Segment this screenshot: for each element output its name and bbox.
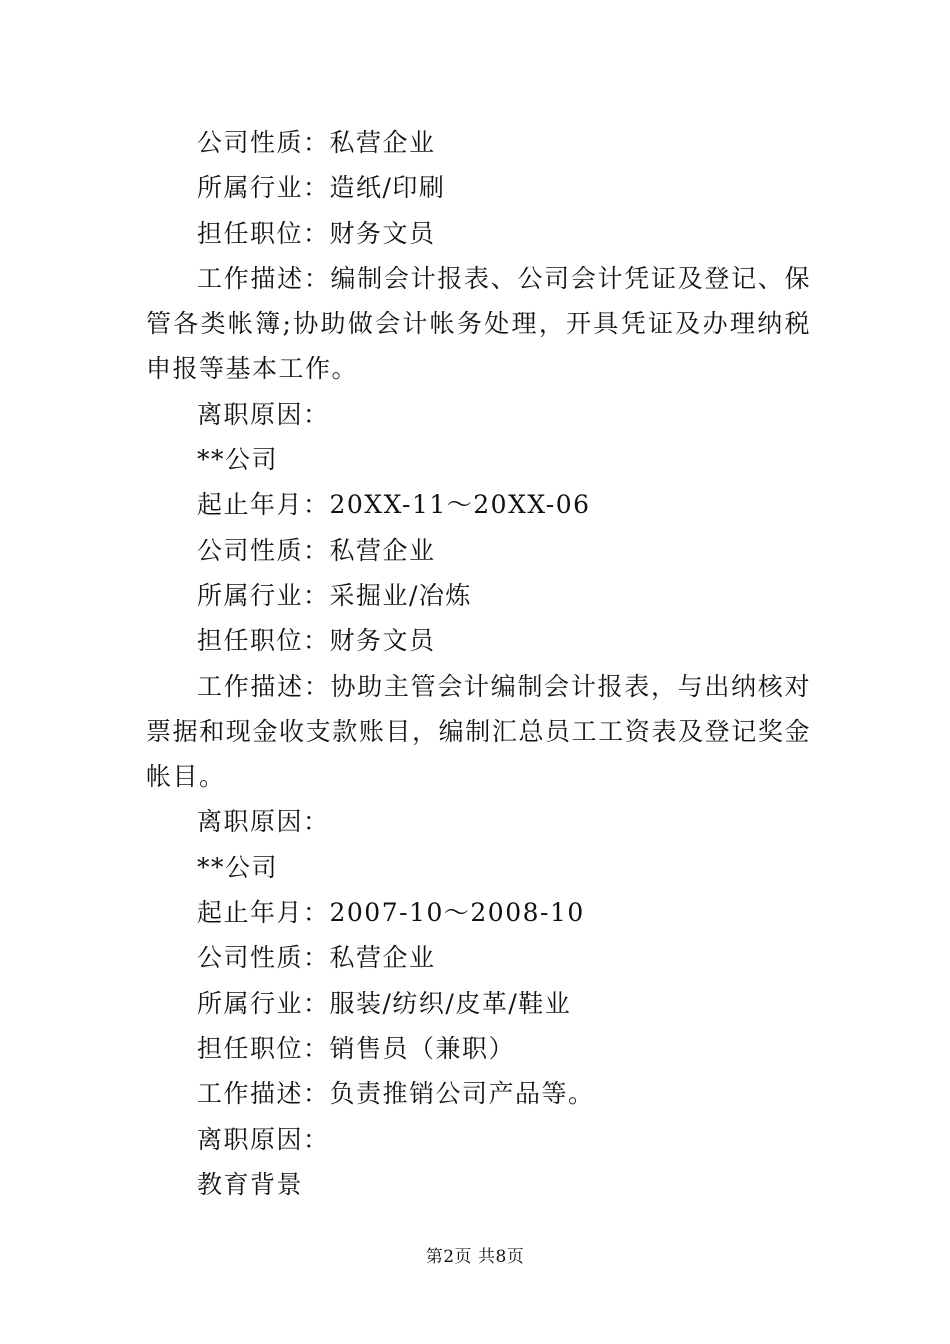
company-name-line: **公司 xyxy=(197,852,279,882)
company-name-line: **公司 xyxy=(197,445,279,475)
position-line: 担任职位：财务文员 xyxy=(197,626,436,656)
leaving-reason-line: 离职原因： xyxy=(197,1124,330,1154)
industry-line: 所属行业：服装/纺织/皮革/鞋业 xyxy=(197,988,572,1018)
industry-line: 所属行业：采掘业/冶炼 xyxy=(197,580,472,610)
position-line: 担任职位：财务文员 xyxy=(197,218,436,248)
position-line: 担任职位：销售员（兼职） xyxy=(197,1033,516,1063)
page-number-footer: 第2页 共8页 xyxy=(425,1247,525,1267)
job-description-paragraph: 工作描述：编制会计报表、公司会计凭证及登记、保管各类帐簿;协助做会计帐务处理，开具凭证及办理纳税申报等基本工作。 xyxy=(146,263,811,384)
job-description-line: 工作描述：负责推销公司产品等。 xyxy=(197,1079,595,1109)
job-description-paragraph: 工作描述：协助主管会计编制会计报表，与出纳核对票据和现金收支款账目，编制汇总员工工资表及登记奖金帐目。 xyxy=(146,671,811,792)
leaving-reason-line: 离职原因： xyxy=(197,399,330,429)
company-type-line: 公司性质：私营企业 xyxy=(197,943,436,973)
section-heading-education: 教育背景 xyxy=(197,1169,304,1199)
document-body xyxy=(146,120,811,1207)
date-range-line: 起止年月：2007-10～2008-10 xyxy=(197,898,585,928)
date-range-line: 起止年月：20XX-11～20XX-06 xyxy=(197,490,591,520)
industry-line: 所属行业：造纸/印刷 xyxy=(197,173,446,203)
leaving-reason-line: 离职原因： xyxy=(197,807,330,837)
company-type-line: 公司性质：私营企业 xyxy=(197,128,436,157)
company-type-line: 公司性质：私营企业 xyxy=(197,535,436,565)
